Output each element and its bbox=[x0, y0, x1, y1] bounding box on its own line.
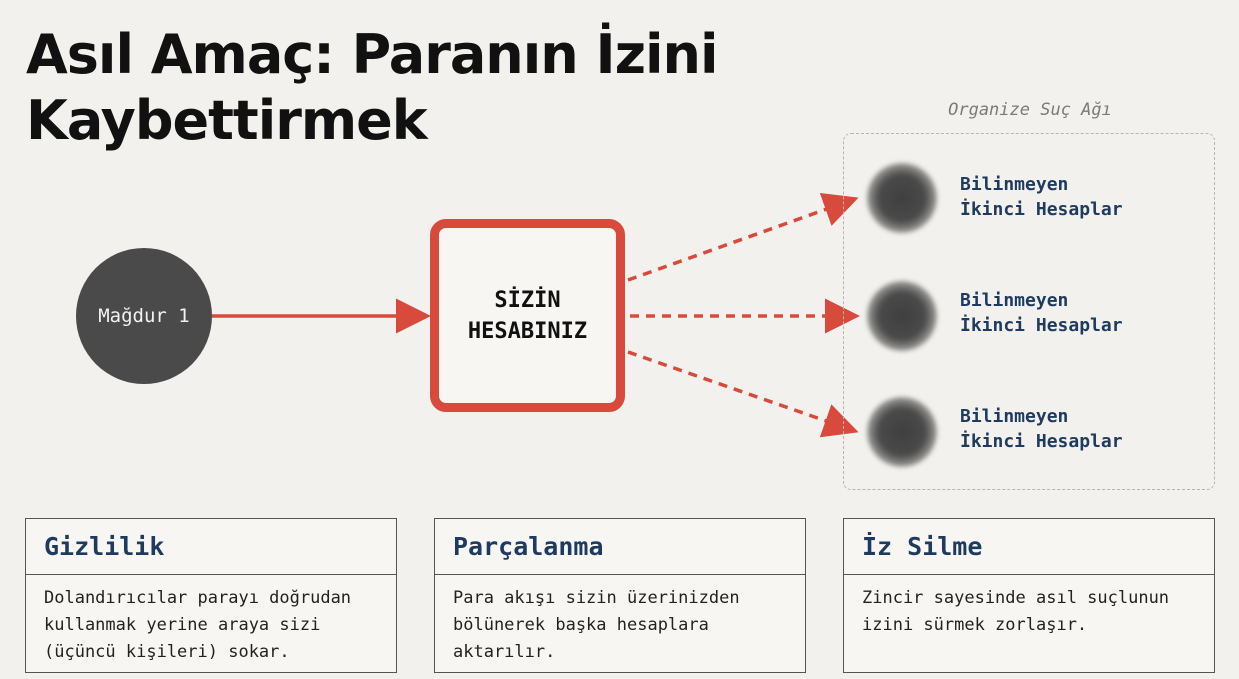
account-label-line-2: HESABINIZ bbox=[467, 318, 588, 344]
page-title-line-1: Asıl Amaç: Paranın İzini bbox=[26, 23, 718, 86]
unknown-account-label-1-line-2: İkinci Hesaplar bbox=[960, 199, 1123, 220]
card-parcalanma-body: Para akışı sizin üzerinizden bölünerek başka hesaplara aktarılır. bbox=[453, 588, 740, 662]
account-to-node-1-arrow bbox=[628, 200, 852, 280]
unknown-account-label-3-line-1: Bilinmeyen bbox=[960, 406, 1069, 427]
victim-node bbox=[76, 248, 212, 384]
card-gizlilik bbox=[25, 518, 397, 673]
unknown-account-label-2-line-2: İkinci Hesaplar bbox=[960, 315, 1123, 336]
card-parcalanma-title: Parçalanma bbox=[435, 519, 805, 575]
card-iz-silme bbox=[843, 518, 1215, 673]
account-to-node-3-arrow bbox=[628, 352, 852, 430]
card-gizlilik-title: Gizlilik bbox=[26, 519, 396, 575]
unknown-account-node-3 bbox=[866, 396, 938, 468]
card-parcalanma bbox=[434, 518, 806, 673]
your-account-node bbox=[430, 219, 625, 412]
unknown-account-node-2 bbox=[866, 280, 938, 352]
unknown-account-label-3-line-2: İkinci Hesaplar bbox=[960, 431, 1123, 452]
unknown-account-label-2 bbox=[960, 288, 1123, 338]
victim-label: Mağdur 1 bbox=[98, 305, 190, 327]
card-gizlilik-body: Dolandırıcılar parayı doğrudan kullanmak yerine araya sizi (üçüncü kişileri) sokar. bbox=[44, 588, 352, 662]
unknown-account-node-1 bbox=[866, 162, 938, 234]
unknown-account-label-2-line-1: Bilinmeyen bbox=[960, 290, 1069, 311]
unknown-account-label-1 bbox=[960, 172, 1123, 222]
unknown-account-label-1-line-1: Bilinmeyen bbox=[960, 174, 1069, 195]
account-label-line-1: SİZİN bbox=[494, 287, 561, 313]
network-label: Organize Suç Ağı bbox=[948, 100, 1112, 120]
card-iz-silme-body: Zincir sayesinde asıl suçlunun izini sürmek zorlaşır. bbox=[862, 588, 1170, 635]
page-title-line-2: Kaybettirmek bbox=[26, 89, 427, 152]
card-iz-silme-title: İz Silme bbox=[844, 519, 1214, 575]
unknown-account-label-3 bbox=[960, 404, 1123, 454]
